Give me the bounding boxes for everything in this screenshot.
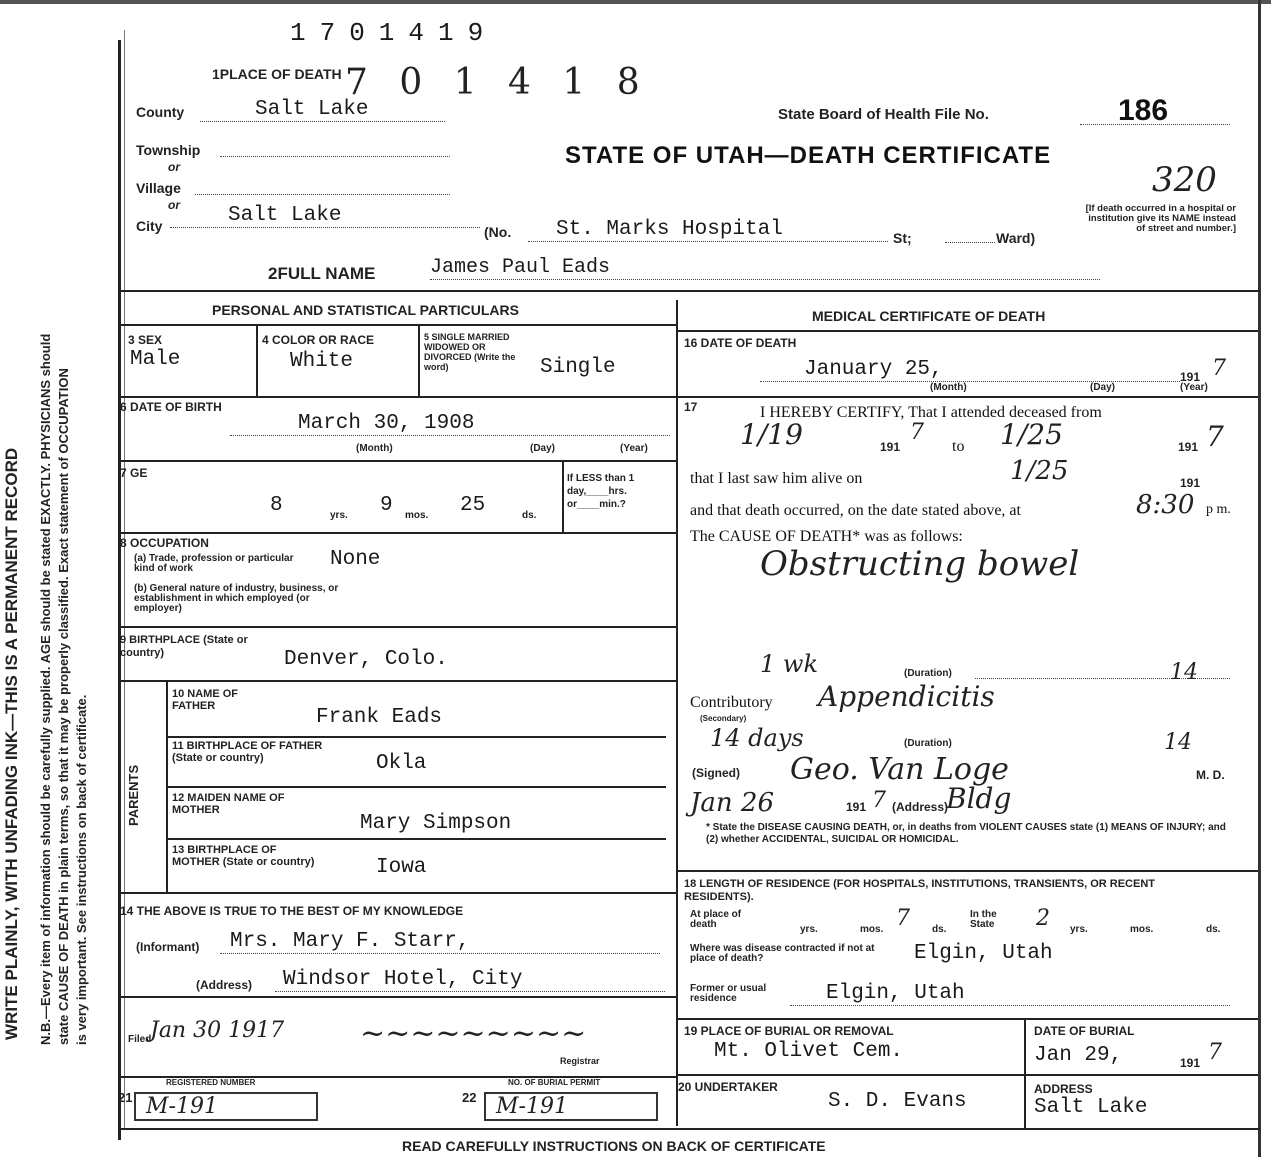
father-label: 10 NAME OF FATHER	[172, 688, 239, 712]
sidebar-permanent-record: WRITE PLAINLY, WITH UNFADING INK—THIS IS A PERMANENT RECORD	[2, 447, 21, 1040]
corner-number: 320	[1152, 160, 1217, 200]
field-21-label: 21	[118, 1090, 133, 1105]
registrar-label: Registrar	[560, 1056, 600, 1066]
secondary-duration: 14 days	[710, 724, 804, 752]
in-state-label: In the State	[970, 909, 997, 930]
physician-signature: Geo. Van Loge	[790, 752, 1009, 787]
attended-to-year-prefix: 191	[1178, 440, 1199, 454]
signed-label: (Signed)	[692, 766, 740, 780]
secondary-caption: (Secondary)	[700, 714, 747, 723]
street-no-label: (No.	[484, 224, 512, 240]
death-date-label: 16 DATE OF DEATH	[684, 336, 797, 350]
state-years: 2	[1036, 906, 1050, 931]
death-time: 8:30	[1136, 490, 1195, 520]
cause-text: The CAUSE OF DEATH* was as follows:	[690, 528, 963, 545]
residence-label: 18 LENGTH OF RESIDENCE (FOR HOSPITALS, INSTITUTIONS, TRANSIENTS, OR RECENT RESIDENTS).	[684, 878, 1155, 903]
field-22-label: 22	[462, 1090, 477, 1105]
state-mos-caption: mos.	[1130, 924, 1154, 935]
undertaker-address-value: Salt Lake	[1034, 1096, 1148, 1119]
burial-permit-number: M-191	[484, 1092, 658, 1121]
last-saw-value: 1/25	[1010, 456, 1069, 486]
filed-label: Filed	[128, 1034, 152, 1045]
registrar-signature: ~~~~~~~~~	[360, 1016, 587, 1051]
contracted-value: Elgin, Utah	[914, 942, 1053, 965]
occupation-value: None	[330, 548, 381, 571]
dob-value: March 30, 1908	[230, 412, 670, 436]
to-label: to	[952, 438, 965, 455]
ward-label: Ward)	[996, 230, 1036, 246]
attended-to: 1/25	[1000, 418, 1063, 451]
mother-name-value: Mary Simpson	[360, 812, 512, 835]
color-value: White	[290, 350, 354, 373]
res-mos-caption: mos.	[860, 924, 884, 935]
occupation-b-label: (b) General nature of industry, business, or establishment in which employed (or employer)	[134, 583, 339, 614]
cause-duration: 1 wk	[760, 650, 818, 678]
cause-footnote: * State the DISEASE CAUSING DEATH, or, in deaths from VIOLENT CAUSES state (1) MEANS OF INJURY; and (2) whether ACCIDENTAL, SUICIDAL OR HOMICIDAL.	[706, 822, 1226, 845]
dob-day-caption: (Day)	[530, 443, 556, 454]
city-value: Salt Lake	[170, 204, 480, 228]
death-date-value: January 25,	[760, 358, 1180, 382]
death-time-suffix: p m.	[1206, 502, 1231, 517]
md-label: M. D.	[1196, 768, 1225, 782]
physician-address-label: (Address)	[892, 800, 949, 814]
county-value: Salt Lake	[200, 98, 445, 122]
informant-value: Mrs. Mary F. Starr,	[220, 930, 660, 954]
dob-label: 6 DATE OF BIRTH	[120, 400, 222, 414]
file-number: 186	[1118, 94, 1169, 127]
age-mos-caption: mos.	[405, 510, 429, 521]
footer-instructions: READ CAREFULLY INSTRUCTIONS ON BACK OF CERTIFICATE	[402, 1138, 826, 1154]
death-year-prefix: 191	[1180, 370, 1201, 384]
attended-to-year: 7	[1206, 420, 1224, 453]
birthplace-value: Denver, Colo.	[284, 648, 448, 671]
sex-value: Male	[130, 348, 181, 371]
sex-label: 3 SEX	[128, 333, 163, 347]
contributory-value: Appendicitis	[818, 680, 995, 713]
physician-address: Bldg	[946, 782, 1012, 815]
or-label-2: or	[168, 198, 180, 212]
or-label-1: or	[168, 160, 180, 174]
death-occurred-text: and that death occurred, on the date stated above, at	[690, 502, 1021, 519]
age-label: 7 GE	[120, 466, 148, 480]
former-residence-label: Former or usual residence	[690, 983, 767, 1004]
ward-line	[945, 242, 995, 243]
birthplace-label: 9 BIRTHPLACE (State or country)	[120, 634, 248, 659]
signed-year: 7	[872, 788, 886, 813]
mother-birthplace-label: 13 BIRTHPLACE OF MOTHER (State or country)	[172, 844, 315, 868]
full-name-value: James Paul Eads	[430, 256, 1100, 280]
contributory-label: Contributory	[690, 694, 773, 711]
mother-birthplace-value: Iowa	[376, 856, 427, 879]
place-of-death-label: 1PLACE OF DEATH	[212, 66, 342, 82]
death-month-caption: (Month)	[930, 382, 967, 393]
death-day-caption: (Day)	[1090, 382, 1116, 393]
last-saw-text: that I last saw him alive on	[690, 470, 863, 487]
age-ds-caption: ds.	[522, 510, 537, 521]
township-label: Township	[136, 142, 201, 158]
county-label: County	[136, 104, 185, 120]
sidebar-note-line2: state CAUSE OF DEATH in plain terms, so that it may be properly classified. Exact statement of OCCUPATION	[56, 368, 71, 1045]
dob-year-caption: (Year)	[620, 443, 648, 454]
undertaker-address-label: ADDRESS	[1034, 1082, 1093, 1096]
mother-name-label: 12 MAIDEN NAME OF MOTHER	[172, 792, 285, 816]
informant-address-label: (Address)	[196, 978, 253, 992]
at-place-label: At place of death	[690, 909, 742, 930]
father-birthplace-label: 11 BIRTHPLACE OF FATHER (State or country)	[172, 740, 323, 764]
death-year-digit: 7	[1212, 356, 1226, 381]
former-residence-value: Elgin, Utah	[790, 982, 1230, 1006]
top-file-number: 1701419	[290, 18, 498, 48]
residence-days: 7	[896, 906, 910, 931]
city-label: City	[136, 218, 163, 234]
color-label: 4 COLOR OR RACE	[262, 333, 375, 347]
burial-date-value: Jan 29,	[1034, 1044, 1123, 1067]
township-line	[220, 156, 450, 157]
secondary-days: 14	[1164, 730, 1192, 755]
undertaker-label: 20 UNDERTAKER	[678, 1080, 778, 1094]
burial-permit-label: NO. OF BURIAL PERMIT	[508, 1078, 601, 1087]
personal-heading: PERSONAL AND STATISTICAL PARTICULARS	[212, 302, 519, 318]
informant-address-value: Windsor Hotel, City	[275, 968, 665, 992]
burial-place-label: 19 PLACE OF BURIAL OR REMOVAL	[684, 1024, 894, 1038]
village-line	[195, 194, 450, 195]
res-yrs-caption: yrs.	[800, 924, 818, 935]
parents-side-label: PARENTS	[126, 764, 141, 826]
secondary-duration-caption: (Duration)	[904, 738, 952, 749]
burial-year-prefix: 191	[1180, 1056, 1201, 1070]
cause-of-death: Obstructing bowel	[760, 544, 1080, 584]
certify-text: I HEREBY CERTIFY, That I attended deceased from	[760, 404, 1102, 421]
full-name-label: 2FULL NAME	[268, 264, 376, 283]
filed-date: Jan 30 1917	[150, 1018, 285, 1043]
registered-number-label: REGISTERED NUMBER	[166, 1078, 256, 1087]
age-months: 9	[380, 494, 393, 517]
occupation-label: 8 OCCUPATION	[120, 536, 209, 550]
age-days: 25	[460, 494, 486, 517]
father-value: Frank Eads	[316, 706, 443, 729]
duration-days: 14	[1170, 660, 1198, 685]
sidebar-note-line3: is very important. See instructions on back of certificate.	[74, 694, 89, 1045]
attended-from: 1/19	[740, 418, 803, 451]
res-ds-caption: ds.	[932, 924, 947, 935]
age-yrs-caption: yrs.	[330, 510, 348, 521]
last-saw-year-prefix: 191	[1180, 476, 1201, 490]
attended-from-year-prefix: 191	[880, 440, 901, 454]
burial-year: 7	[1208, 1040, 1222, 1065]
undertaker-value: S. D. Evans	[828, 1090, 967, 1113]
sidebar-note-line1: N.B.—Every item of information should be carefully supplied. AGE should be stated EXACTLY. PHYSICIANS should	[38, 333, 53, 1045]
certificate-title: STATE OF UTAH—DEATH CERTIFICATE	[565, 142, 1052, 169]
stamped-number: 7 0 1 4 1 8	[345, 62, 650, 103]
burial-place-value: Mt. Olivet Cem.	[714, 1040, 904, 1063]
signed-date: Jan 26	[690, 788, 775, 818]
less-than-day-label: If LESS than 1 day,____hrs. or____min.?	[567, 473, 635, 510]
registered-number: M-191	[134, 1092, 318, 1121]
duration-caption: (Duration)	[904, 668, 952, 679]
occupation-a-label: (a) Trade, profession or particular kind of work	[134, 553, 294, 574]
true-statement-label: 14 THE ABOVE IS TRUE TO THE BEST OF MY KNOWLEDGE	[120, 904, 464, 918]
state-ds-caption: ds.	[1206, 924, 1221, 935]
death-year-caption: (Year)	[1180, 382, 1208, 393]
signed-year-prefix: 191	[846, 800, 867, 814]
medical-heading: MEDICAL CERTIFICATE OF DEATH	[812, 308, 1046, 324]
age-years: 8	[270, 494, 283, 517]
father-birthplace-value: Okla	[376, 752, 427, 775]
burial-date-label: DATE OF BURIAL	[1034, 1024, 1135, 1038]
street-value: St. Marks Hospital	[528, 218, 888, 242]
marital-value: Single	[540, 356, 616, 379]
st-label: St;	[893, 230, 912, 246]
village-label: Village	[136, 180, 181, 196]
institution-note: [If death occurred in a hospital or institution give its NAME instead of street and number.]	[1085, 203, 1236, 234]
attended-from-year: 7	[910, 420, 924, 445]
state-yrs-caption: yrs.	[1070, 924, 1088, 935]
informant-label: (Informant)	[136, 940, 200, 954]
dob-month-caption: (Month)	[356, 443, 393, 454]
marital-label: 5 SINGLE MARRIED WIDOWED OR DIVORCED (Write the word)	[424, 332, 516, 372]
board-label: State Board of Health File No.	[778, 106, 989, 123]
field-17-label: 17	[684, 400, 698, 414]
contracted-label: Where was disease contracted if not at place of death?	[690, 943, 875, 964]
